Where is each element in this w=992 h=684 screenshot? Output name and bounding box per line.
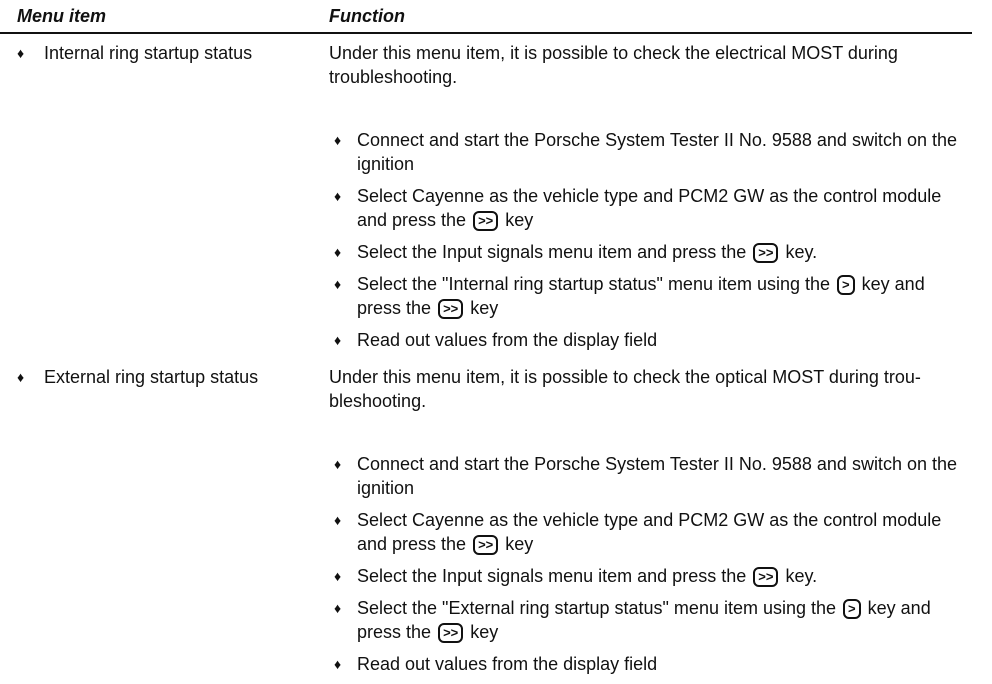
- function-description: Under this menu item, it is possible to check the optical MOST during trou-bleshooting.: [329, 367, 921, 411]
- column-header-function: Function: [329, 6, 405, 26]
- step-item: [329, 452, 969, 500]
- step-item: [329, 564, 969, 588]
- step-text: Select the Input signals menu item and press the: [357, 242, 747, 262]
- step-text: Select the "External ring startup status" menu item using the: [357, 598, 837, 618]
- bullet-icon: ♦: [334, 188, 342, 204]
- bullet-icon: ♦: [334, 332, 342, 348]
- step-text: key: [470, 622, 499, 642]
- bullet-icon: ♦: [334, 600, 342, 616]
- bullet-icon: ♦: [17, 45, 25, 61]
- bullet-icon: ♦: [334, 132, 342, 148]
- step-text: Select Cayenne as the vehicle type and PCM2 GW as the control module and press the: [357, 186, 942, 230]
- single-arrow-key-icon: >: [837, 275, 855, 295]
- step-item: [329, 128, 969, 176]
- function-description: Under this menu item, it is possible to check the electrical MOST during troubleshooting.: [329, 43, 898, 87]
- bullet-icon: ♦: [17, 369, 25, 385]
- step-text: Select the Input signals menu item and press the: [357, 566, 747, 586]
- bullet-icon: ♦: [334, 276, 342, 292]
- step-text: Connect and start the Porsche System Tester II No. 9588 and switch on the ignition: [357, 454, 957, 498]
- step-text: Read out values from the display field: [357, 654, 658, 674]
- step-text: key: [505, 210, 534, 230]
- step-text: key: [505, 534, 534, 554]
- step-text: Select Cayenne as the vehicle type and PCM2 GW as the control module and press the: [357, 510, 942, 554]
- step-text: key.: [785, 242, 818, 262]
- step-text: Read out values from the display field: [357, 330, 658, 350]
- single-arrow-key-icon: >: [843, 599, 861, 619]
- menu-item-label: External ring startup status: [44, 367, 259, 387]
- step-list: [329, 452, 969, 684]
- column-header-menu-item: Menu item: [17, 6, 107, 26]
- double-arrow-key-icon: >>: [438, 299, 463, 319]
- step-text: key.: [785, 566, 818, 586]
- double-arrow-key-icon: >>: [753, 243, 778, 263]
- step-item: [329, 184, 969, 232]
- bullet-icon: ♦: [334, 456, 342, 472]
- double-arrow-key-icon: >>: [473, 535, 498, 555]
- bullet-icon: ♦: [334, 568, 342, 584]
- double-arrow-key-icon: >>: [753, 567, 778, 587]
- bullet-icon: ♦: [334, 512, 342, 528]
- double-arrow-key-icon: >>: [438, 623, 463, 643]
- step-item: [329, 652, 969, 676]
- step-text: Select the "Internal ring startup status" menu item using the: [357, 274, 831, 294]
- step-item: [329, 240, 969, 264]
- bullet-icon: ♦: [334, 244, 342, 260]
- step-text: key and press the: [357, 598, 931, 642]
- menu-item-label: Internal ring startup status: [44, 43, 253, 63]
- step-item: [329, 272, 969, 320]
- step-text: Connect and start the Porsche System Tester II No. 9588 and switch on the ignition: [357, 130, 957, 174]
- step-text: key and press the: [357, 274, 925, 318]
- step-list: [329, 128, 969, 360]
- step-item: [329, 328, 969, 352]
- step-item: [329, 596, 969, 644]
- table-header: [0, 4, 972, 34]
- bullet-icon: ♦: [334, 656, 342, 672]
- step-text: key: [470, 298, 499, 318]
- step-item: [329, 508, 969, 556]
- double-arrow-key-icon: >>: [473, 211, 498, 231]
